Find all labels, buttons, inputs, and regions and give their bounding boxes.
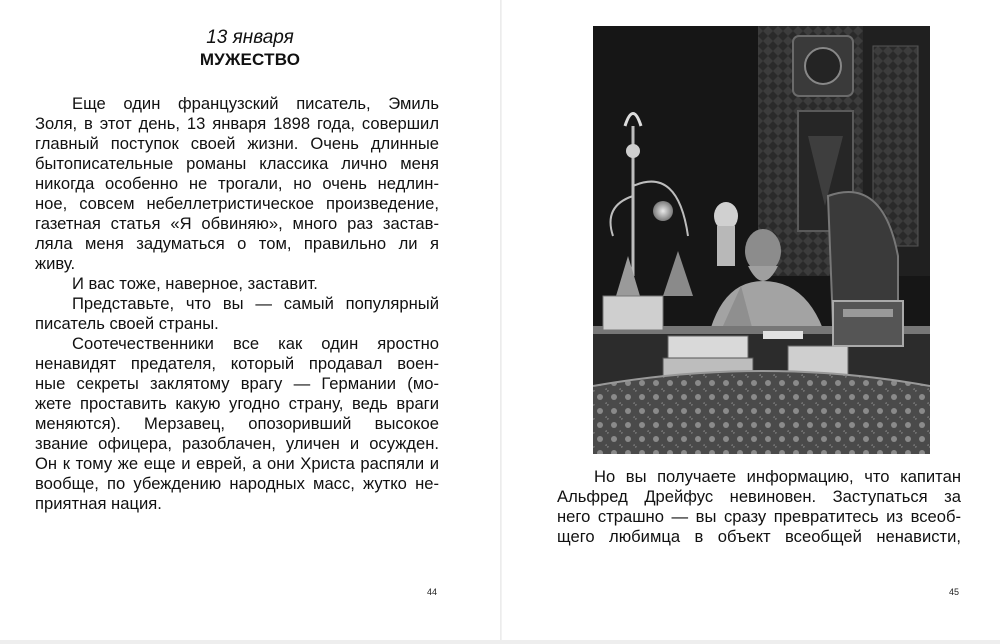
zola-study-photo bbox=[593, 26, 930, 454]
text-line: ное, совсем небеллетристическое произведение, bbox=[35, 194, 439, 213]
left-body-text bbox=[35, 94, 439, 514]
text-line: Соотечественники все как один яростно bbox=[72, 334, 439, 353]
text-line: Он к тому же еще и еврей, а они Христа распяли и bbox=[35, 454, 439, 473]
text-line: Представьте, что вы — самый популярный bbox=[72, 294, 439, 313]
page-number-right: 45 bbox=[949, 587, 960, 597]
text-line: ные секреты заклятому врагу — Германии (мо- bbox=[35, 374, 439, 393]
text-line: вообще, по убеждению народных масс, жутко не- bbox=[35, 474, 439, 493]
text-line: Но вы получаете информацию, что капитан bbox=[594, 467, 961, 486]
text-line: бытописательные романы классика лично меня bbox=[35, 154, 439, 173]
text-line: ляла меня задуматься о том, правильно ли я bbox=[35, 234, 439, 253]
entry-date: 13 января bbox=[206, 27, 294, 48]
text-line: звание офицера, разоблачен, уличен и осужден. bbox=[35, 434, 439, 453]
text-line: газетная статья «Я обвиняю», много раз застав- bbox=[35, 214, 439, 233]
text-line: приятная нация. bbox=[35, 494, 162, 513]
entry-title: МУЖЕСТВО bbox=[199, 50, 301, 69]
right-body-text bbox=[557, 467, 961, 547]
text-line: писатель своей страны. bbox=[35, 314, 219, 333]
text-line: него страшно — вы сразу превратитесь из всеоб- bbox=[557, 507, 961, 526]
text-line: жете проставить какую угодно страну, ведь враги bbox=[35, 394, 439, 413]
text-line: главный поступок своей жизни. Очень длинные bbox=[35, 134, 439, 153]
text-line: никогда особенно не трогали, но очень недлин- bbox=[35, 174, 439, 193]
page-number-left: 44 bbox=[427, 587, 438, 597]
text-line: Золя, в этот день, 13 января 1898 года, совершил bbox=[35, 114, 439, 133]
page-bottom-edge bbox=[0, 640, 1000, 644]
text-line: Еще один французский писатель, Эмиль bbox=[72, 94, 439, 113]
left-page bbox=[0, 0, 500, 640]
text-line: Альфред Дрейфус невиновен. Заступаться за bbox=[557, 487, 961, 506]
text-line: меняются). Мерзавец, опозоривший высокое bbox=[35, 414, 439, 433]
text-line: И вас тоже, наверное, заставит. bbox=[72, 274, 318, 293]
text-line: ненавидят предателя, который продавал воен- bbox=[35, 354, 439, 373]
photo-illustration bbox=[593, 26, 930, 454]
text-line: живу. bbox=[35, 254, 76, 273]
text-line: щего любимца в объект всеобщей ненависти, bbox=[557, 527, 961, 546]
